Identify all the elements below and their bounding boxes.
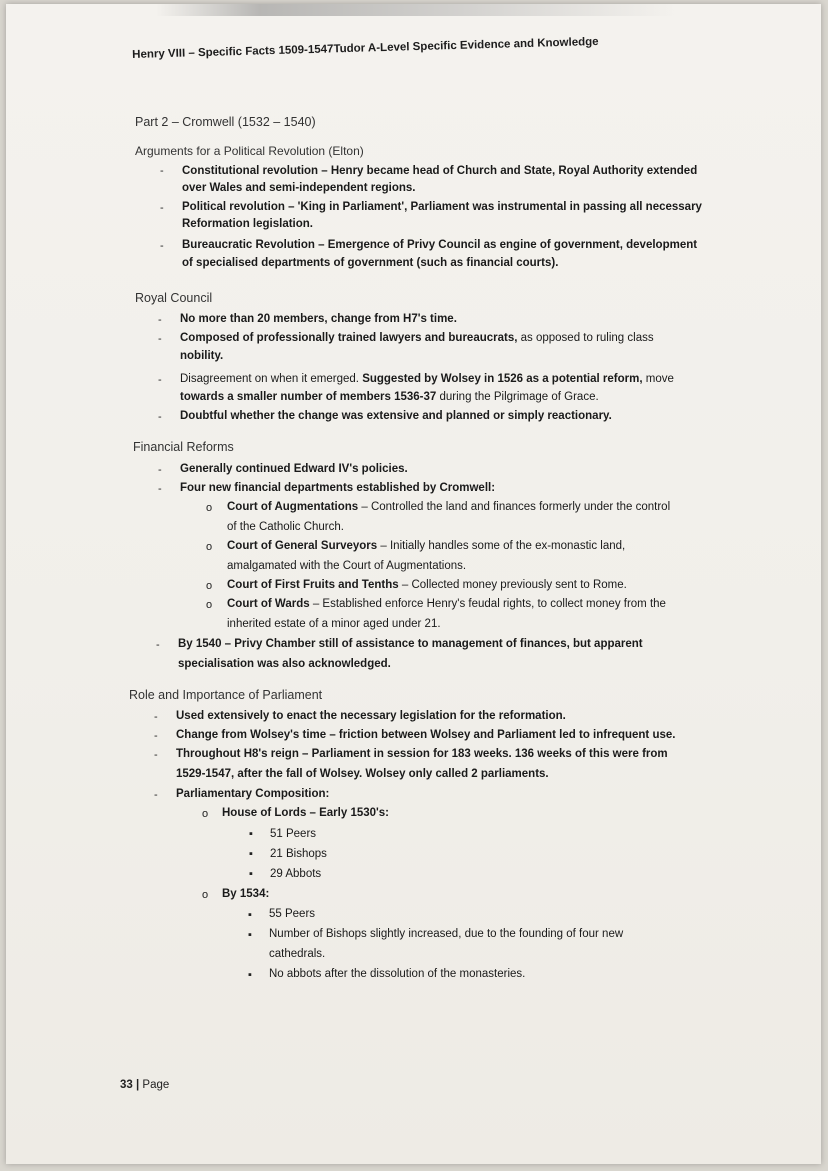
bullet-dash: -	[158, 333, 162, 345]
royal-council-b2: Composed of professionally trained lawyers and bureaucrats, as opposed to ruling class	[180, 332, 654, 344]
bullet-square: ▪	[249, 848, 253, 860]
bullet-dash: -	[158, 374, 162, 386]
bullet-dash: -	[154, 711, 158, 723]
page-content	[6, 4, 821, 1164]
bullet-circle: o	[202, 808, 209, 820]
arguments-b1-line2: over Wales and semi-independent regions.	[182, 182, 416, 194]
bullet-dash: -	[160, 240, 164, 252]
page-footer	[120, 1079, 169, 1091]
by1534-item-cont: cathedrals.	[269, 948, 326, 960]
arguments-b2: Political revolution – 'King in Parliament', Parliament was instrumental in passing all necessary	[182, 201, 702, 213]
financial-b3-line2: specialisation was also acknowledged.	[178, 658, 391, 670]
bullet-dash: -	[158, 483, 162, 495]
arguments-b1: Constitutional revolution – Henry became head of Church and State, Royal Authority extended	[182, 165, 698, 177]
page-number: 33	[120, 1079, 133, 1091]
royal-council-heading: Royal Council	[135, 291, 213, 305]
financial-s3: Court of First Fruits and Tenths – Collected money previously sent to Rome.	[227, 579, 627, 591]
bullet-square: ▪	[248, 909, 252, 921]
bullet-dash: -	[160, 165, 164, 177]
financial-s2-line2: amalgamated with the Court of Augmentations.	[227, 560, 467, 572]
royal-council-b1: No more than 20 members, change from H7's time.	[180, 313, 457, 325]
bullet-dash: -	[154, 730, 158, 742]
bullet-circle: o	[206, 599, 213, 611]
bullet-square: ▪	[249, 828, 253, 840]
arguments-heading: Arguments for a Political Revolution (Elton)	[135, 144, 364, 158]
bullet-dash: -	[154, 749, 158, 761]
parliament-b4: Parliamentary Composition:	[176, 788, 330, 800]
by1534-item: 55 Peers	[269, 908, 316, 920]
bullet-square: ▪	[248, 969, 252, 981]
by1534-item: Number of Bishops slightly increased, due to the founding of four new	[269, 928, 624, 940]
financial-s4-line2: inherited estate of a minor aged under 21.	[227, 618, 441, 630]
lords-item: 29 Abbots	[270, 868, 322, 880]
bullet-dash: -	[158, 411, 162, 423]
bullet-dash: -	[160, 202, 164, 214]
bullet-dash: -	[156, 639, 160, 651]
arguments-b3-line2: of specialised departments of government (such as financial courts).	[182, 257, 559, 269]
parliament-b1: Used extensively to enact the necessary legislation for the reformation.	[176, 710, 566, 722]
bullet-square: ▪	[248, 929, 252, 941]
page-label: Page	[142, 1079, 170, 1091]
parliament-lords: House of Lords – Early 1530's:	[222, 807, 389, 819]
bullet-square: ▪	[249, 868, 253, 880]
financial-b2: Four new financial departments established by Cromwell:	[180, 482, 496, 494]
parliament-b3: Throughout H8's reign – Parliament in session for 183 weeks. 136 weeks of this were from	[176, 748, 668, 760]
parliament-b2: Change from Wolsey's time – friction between Wolsey and Parliament led to infrequent use.	[176, 729, 676, 741]
royal-council-b3-line2: towards a smaller number of members 1536-37 during the Pilgrimage of Grace.	[180, 391, 599, 403]
page-separator: |	[136, 1079, 140, 1091]
financial-b1: Generally continued Edward IV's policies.	[180, 463, 408, 475]
royal-council-b3: Disagreement on when it emerged. Suggested by Wolsey in 1526 as a potential reform, move	[180, 373, 674, 385]
bullet-circle: o	[206, 541, 213, 553]
parliament-heading: Role and Importance of Parliament	[129, 688, 323, 702]
bullet-circle: o	[206, 580, 213, 592]
financial-s4: Court of Wards – Established enforce Henry's feudal rights, to collect money from the	[227, 598, 666, 610]
bullet-dash: -	[154, 789, 158, 801]
financial-heading: Financial Reforms	[133, 440, 234, 454]
arguments-b3: Bureaucratic Revolution – Emergence of Privy Council as engine of government, development	[182, 239, 698, 251]
part-title: Part 2 – Cromwell (1532 – 1540)	[135, 115, 316, 129]
financial-s1-line2: of the Catholic Church.	[227, 521, 344, 533]
financial-s1: Court of Augmentations – Controlled the land and finances formerly under the control	[227, 501, 671, 513]
financial-b3: By 1540 – Privy Chamber still of assistance to management of finances, but apparent	[178, 638, 643, 650]
parliament-b3-line2: 1529-1547, after the fall of Wolsey. Wolsey only called 2 parliaments.	[176, 768, 549, 780]
lords-item: 51 Peers	[270, 828, 317, 840]
bullet-dash: -	[158, 314, 162, 326]
arguments-b2-line2: Reformation legislation.	[182, 218, 313, 230]
bullet-circle: o	[206, 502, 213, 514]
royal-council-b2-line2: nobility.	[180, 350, 224, 362]
document-page	[6, 4, 821, 1164]
parliament-by1534: By 1534:	[222, 888, 270, 900]
by1534-item: No abbots after the dissolution of the monasteries.	[269, 968, 526, 980]
royal-council-b4: Doubtful whether the change was extensive and planned or simply reactionary.	[180, 410, 612, 422]
bullet-circle: o	[202, 889, 209, 901]
page-header: Henry VIII – Specific Facts 1509-1547Tudor A-Level Specific Evidence and Knowledge	[132, 35, 599, 61]
financial-s2: Court of General Surveyors – Initially handles some of the ex-monastic land,	[227, 540, 626, 552]
lords-item: 21 Bishops	[270, 848, 327, 860]
bullet-dash: -	[158, 464, 162, 476]
